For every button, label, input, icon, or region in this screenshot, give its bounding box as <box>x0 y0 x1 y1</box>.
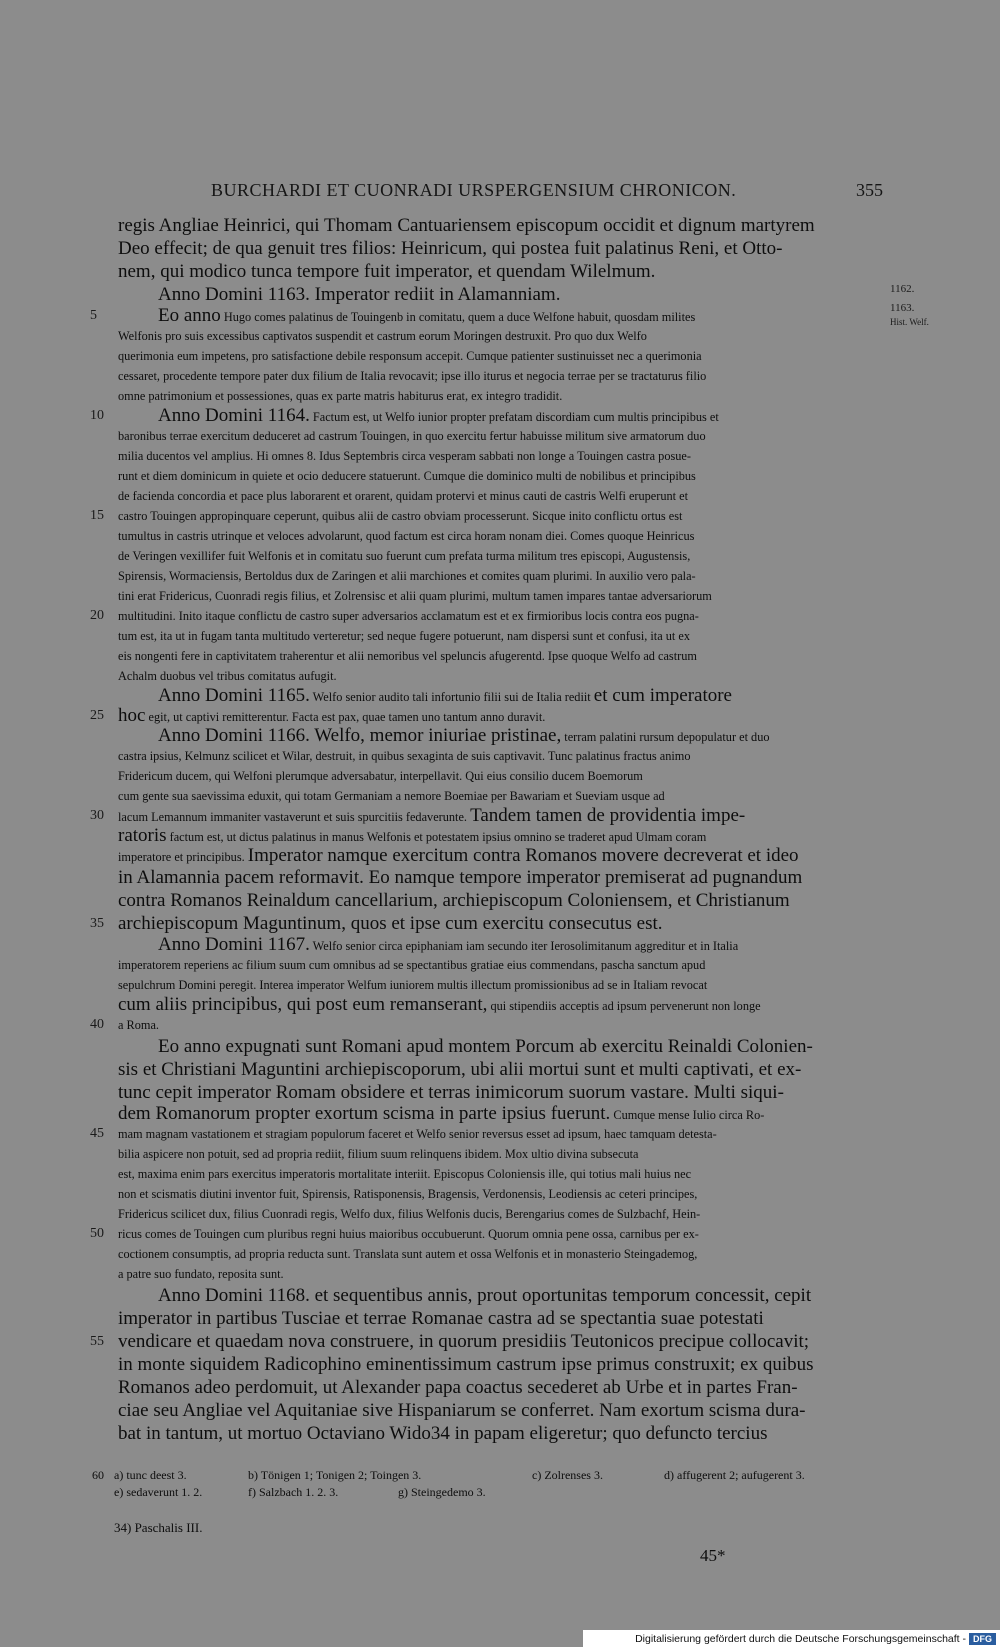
line-text: castro Touingen appropinquare ceperunt, quibus alii de castro obviam processerunt. Sicque inito conflictu ortus est <box>118 509 683 523</box>
line-text: imperatore et principibus. Imperator namque exercitum contra Romanos movere decreverat et ideo <box>118 846 799 866</box>
footnote-reference: 34) Paschalis III. <box>114 1520 203 1535</box>
line-text: imperator in partibus Tusciae et terrae Romanae castra ad se spectantia suae potestati <box>118 1308 764 1329</box>
text-line <box>0 786 1000 806</box>
line-text: Anno Domini 1166. Welfo, memor iniuriae pristinae, terram palatini rursum depopulatur et duo <box>158 726 770 746</box>
line-text: de facienda concordia et pace plus laborarent et orarent, quidam protervi et minus cauti de castris Welfi eruperunt et <box>118 489 689 503</box>
margin-note-year: 1163. <box>890 302 915 314</box>
line-text: tunc cepit imperator Romam obsidere et terras inimicorum suorum vastare. Multi siqui- <box>118 1082 784 1103</box>
footnote: g) Steingedemo 3. <box>398 1485 486 1499</box>
margin-note-year: 1162. <box>890 283 915 295</box>
page-number: 355 <box>856 180 883 200</box>
line-text: cum aliis principibus, qui post eum remanserant, qui stipendiis acceptis ad ipsum pervenerunt non longe <box>118 995 761 1015</box>
text-line <box>0 1081 1000 1104</box>
line-text: runt et diem dominicum in quiete et ocio deducere statuerunt. Cumque die dominico multi de nobilibus et principibus <box>118 469 696 483</box>
text-line <box>0 326 1000 346</box>
margin-note-source: Hist. Welf. <box>890 317 929 327</box>
footnote-line-number: 60 <box>92 1468 104 1482</box>
text-line <box>0 706 1000 726</box>
text-line <box>0 955 1000 975</box>
line-text: baronibus terrae exercitum deduceret ad castrum Touingen, in quo exercitu fertur habuisse militum sive armatorum duo <box>118 429 706 443</box>
line-text: Achalm duobus vel tribus comitatus aufugit. <box>118 669 337 683</box>
line-number: 25 <box>90 708 104 723</box>
line-text: regis Angliae Heinrici, qui Thomam Cantuariensem episcopum occidit et dignum martyrem <box>118 215 815 236</box>
text-line <box>0 1376 1000 1399</box>
line-text: lacum Lemannum immaniter vastaverunt et suis spurcitiis fedaverunte. Tandem tamen de providentia impe- <box>118 806 746 826</box>
line-text: Eo anno expugnati sunt Romani apud montem Porcum ab exercitu Reinaldi Colonien- <box>158 1036 813 1057</box>
text-line <box>0 506 1000 526</box>
text-line <box>0 646 1000 666</box>
line-text: bilia aspicere non potuit, sed ad propria rediit, filium suum relinquens ibidem. Mox ultio divina subsecuta <box>118 1147 639 1161</box>
line-text: coctionem consumptis, ad propria reducta sunt. Translata sunt autem et ossa Welfonis et in monasterio Steingademog, <box>118 1247 698 1261</box>
line-text: hoc egit, ut captivi remitterentur. Facta est pax, quae tamen uno tantum anno duravit. <box>118 706 546 726</box>
text-line <box>0 995 1000 1015</box>
line-text: dem Romanorum propter exortum scisma in parte ipsius fuerunt. Cumque mense Iulio circa Ro- <box>118 1104 765 1124</box>
text-line <box>0 935 1000 955</box>
text-line <box>0 686 1000 706</box>
footnote-row <box>92 1467 882 1484</box>
running-title: BURCHARDI ET CUONRADI URSPERGENSIUM CHRONICON. <box>211 180 737 200</box>
line-text: eis nongenti fere in captivitatem traherentur et alii nemoribus vel speluncis afugerentd. Ipse quoque Welfo ad castrum <box>118 649 697 663</box>
line-number: 5 <box>90 308 97 323</box>
text-line <box>0 1330 1000 1353</box>
line-text: sepulchrum Domini peregit. Interea imperator Welfum iuniorem multis illectum promissionibus ad se in Italiam revocat <box>118 978 708 992</box>
text-line <box>0 766 1000 786</box>
line-text: Anno Domini 1168. et sequentibus annis, prout oportunitas temporum concessit, cepit <box>158 1285 812 1306</box>
line-text: ciae seu Angliae vel Aquitaniae sive Hispaniarum se conferret. Nam exortum scisma dura- <box>118 1400 806 1421</box>
line-text: Deo effecit; de qua genuit tres filios: Heinricum, qui postea fuit palatinus Reni, et Otto- <box>118 238 783 259</box>
line-number: 45 <box>90 1126 104 1141</box>
text-line <box>0 486 1000 506</box>
text-line <box>0 606 1000 626</box>
line-text: Anno Domini 1167. Welfo senior circa epiphaniam iam secundo iter Ierosolimitanum aggreditur et in Italia <box>158 935 739 955</box>
text-line <box>0 666 1000 686</box>
line-text: Anno Domini 1163. Imperator rediit in Alamanniam. <box>158 284 561 305</box>
text-line <box>0 1284 1000 1307</box>
footnote-row <box>92 1484 882 1501</box>
text-line <box>0 346 1000 366</box>
line-text: ratoris factum est, ut dictus palatinus in manus Welfonis et potestatem ipsius omnino se traderet apud Ulmam coram <box>118 826 707 846</box>
text-line <box>0 1058 1000 1081</box>
text-line <box>0 726 1000 746</box>
funding-notice <box>583 1630 1000 1647</box>
text-line <box>0 1035 1000 1058</box>
line-text: a Roma. <box>118 1018 159 1032</box>
line-text: contra Romanos Reinaldum cancellarium, archiepiscopum Coloniensem, et Christianum <box>118 890 790 911</box>
chronicle-text <box>0 214 1000 1445</box>
line-text: castra ipsius, Kelmunz scilicet et Wilar, destruit, in quibus sexaginta de suis captivavit. Tunc palatinus fractus animo <box>118 749 691 763</box>
text-line <box>0 1164 1000 1184</box>
text-line <box>0 1353 1000 1376</box>
line-text: ricus comes de Touingen cum pluribus regni huius maioribus occubuerunt. Quorum omnia pene ossa, carnibus per ex- <box>118 1227 699 1241</box>
text-line <box>0 1224 1000 1244</box>
line-text: Welfonis pro suis excessibus captivatos suspendit et castrum eorum Moringen destruxit. Pro quo dux Welfo <box>118 329 647 343</box>
text-line <box>0 1015 1000 1035</box>
footnote: e) sedaverunt 1. 2. <box>114 1485 203 1499</box>
text-line <box>0 283 1000 306</box>
text-line <box>0 1422 1000 1445</box>
text-line <box>0 237 1000 260</box>
line-text: de Veringen vexillifer fuit Welfonis et in comitatu suo fuerunt cum prefata turma militum tres episcopi, Augustensis, <box>118 549 691 563</box>
line-text: est, maxima enim pars exercitus imperatoris mortalitate interiit. Episcopus Coloniensis ille, qui totius mali huius nec <box>118 1167 692 1181</box>
line-text: cum gente sua saevissima eduxit, qui totam Germaniam a nemore Boemiae per Bawariam et Sueviam usque ad <box>118 789 665 803</box>
line-text: nem, qui modico tunca tempore fuit imperator, et quendam Wilelmum. <box>118 261 656 282</box>
text-line <box>0 526 1000 546</box>
line-number: 15 <box>90 508 104 523</box>
text-line <box>0 466 1000 486</box>
line-text: Anno Domini 1165. Welfo senior audito tali infortunio filii sui de Italia rediit et cum imperatore <box>158 686 732 706</box>
text-line <box>0 1399 1000 1422</box>
line-text: tumultus in castris utrinque et veloces advolarunt, quod factum est circa horam nonam diei. Comes quoque Heinricus <box>118 529 695 543</box>
line-text: Spirensis, Wormaciensis, Bertoldus dux de Zaringen et alii marchiones et comites quam plurimi. In auxilio vero pala- <box>118 569 696 583</box>
line-number: 20 <box>90 608 104 623</box>
footnote: d) affugerent 2; aufugerent 3. <box>664 1468 805 1482</box>
line-text: mam magnam vastationem et stragiam populorum faceret et Welfo senior reversus esset ad ipsum, haec tamquam detesta- <box>118 1127 717 1141</box>
line-text: Fridericus scilicet dux, filius Cuonradi regis, Welfo dux, filius Welfonis ducis, Berengarius comes de Sulzbachf, Hein- <box>118 1207 701 1221</box>
line-number: 10 <box>90 408 104 423</box>
text-line <box>0 1184 1000 1204</box>
line-text: Romanos adeo perdomuit, ut Alexander papa coactus secederet ab Urbe et in partes Fran- <box>118 1377 798 1398</box>
text-line <box>0 889 1000 912</box>
funding-text: Digitalisierung gefördert durch die Deutsche Forschungsgemeinschaft - <box>635 1632 966 1645</box>
line-text: non et scismatis diutini inventor fuit, Spirensis, Ratisponensis, Bragensis, Verdonensis, Leodiensis ac ceteri principes, <box>118 1187 698 1201</box>
text-line <box>0 1144 1000 1164</box>
line-text: milia ducentos vel amplius. Hi omnes 8. Idus Septembris circa vesperam sabbati non longe a Touingen castra posue- <box>118 449 691 463</box>
line-text: vendicare et quaedam nova construere, in quorum presidiis Teutonicos precipue collocavit; <box>118 1331 810 1352</box>
line-text: Eo anno Hugo comes palatinus de Touingenb in comitatu, quem a duce Welfone habuit, quosdam milites <box>158 306 696 326</box>
line-text: omne patrimonium et possessiones, quas ex parte matris habiturus erat, ex integro tradidit. <box>118 389 563 403</box>
line-text: cessaret, procedente tempore pater dux filium de Italia revocavit; ipse illo iturus et negocia terrae per se tractaturus filio <box>118 369 707 383</box>
line-number: 50 <box>90 1226 104 1241</box>
line-text: a patre suo fundato, reposita sunt. <box>118 1267 284 1281</box>
text-line <box>0 1307 1000 1330</box>
line-text: in monte siquidem Radicophino eminentissimum castrum ipse primus construxit; ex quibus <box>118 1354 814 1375</box>
footnote: f) Salzbach 1. 2. 3. <box>248 1485 339 1499</box>
text-line <box>0 1264 1000 1284</box>
text-line <box>0 1124 1000 1144</box>
critical-apparatus <box>92 1467 882 1501</box>
line-text: imperatorem reperiens ac filium suum cum omnibus ad se spectantibus gratiae eius commendans, pascha sanctum apud <box>118 958 706 972</box>
text-line <box>0 366 1000 386</box>
line-number: 30 <box>90 808 104 823</box>
text-line <box>0 386 1000 406</box>
line-number: 35 <box>90 916 104 931</box>
text-line <box>0 446 1000 466</box>
line-text: tini erat Fridericus, Cuonradi regis filius, et Zolrensisc et alii quam plurimi, multum tamen impares tantae adversariorum <box>118 589 712 603</box>
text-line <box>0 746 1000 766</box>
text-line <box>0 406 1000 426</box>
text-line <box>0 846 1000 866</box>
line-text: bat in tantum, ut mortuo Octaviano Wido34 in papam eligeretur; quo defuncto tercius <box>118 1423 768 1444</box>
text-line <box>0 826 1000 846</box>
line-text: tum est, ita ut in fugam tanta multitudo verteretur; sed neque fugere potuerunt, nam dispersi sunt et confusi, ita ut ex <box>118 629 691 643</box>
text-line <box>0 546 1000 566</box>
line-text: archiepiscopum Maguntinum, quos et ipse cum exercitu consecutus est. <box>118 913 663 934</box>
text-line <box>0 426 1000 446</box>
text-line <box>0 912 1000 935</box>
text-line <box>0 586 1000 606</box>
line-text: in Alamannia pacem reformavit. Eo namque tempore imperator premiserat ad pugnandum <box>118 867 803 888</box>
line-number: 40 <box>90 1017 104 1032</box>
text-line <box>0 1204 1000 1224</box>
text-line <box>0 214 1000 237</box>
footnote: c) Zolrenses 3. <box>532 1468 603 1482</box>
line-text: Fridericum ducem, qui Welfoni plerumque adversabatur, interpellavit. Qui eius consilio ducem Boemorum <box>118 769 643 783</box>
text-line <box>0 260 1000 283</box>
line-text: querimonia eum impetens, pro satisfactione debile responsum accepit. Cumque patienter sustinuisset nec a querimonia <box>118 349 702 363</box>
dfg-logo[interactable]: DFG <box>969 1633 996 1645</box>
line-text: multitudini. Inito itaque conflictu de castro super adversarios acclamatum est et ex firmioribus locis contra eos pugna- <box>118 609 699 623</box>
text-line <box>0 1244 1000 1264</box>
line-text: Anno Domini 1164. Factum est, ut Welfo iunior propter prefatam discordiam cum multis principibus et <box>158 406 719 426</box>
text-line <box>0 975 1000 995</box>
signature-mark: 45* <box>700 1546 726 1565</box>
text-line <box>0 806 1000 826</box>
footnote: b) Tönigen 1; Tonigen 2; Toingen 3. <box>248 1468 422 1482</box>
footnote: a) tunc deest 3. <box>114 1468 187 1482</box>
text-line <box>0 566 1000 586</box>
text-line <box>0 626 1000 646</box>
line-number: 55 <box>90 1334 104 1349</box>
text-line <box>0 1104 1000 1124</box>
line-text: sis et Christiani Maguntini archiepiscoporum, ubi alii mortui sunt et multi captivati, et ex- <box>118 1059 802 1080</box>
text-line <box>0 306 1000 326</box>
text-line <box>0 866 1000 889</box>
